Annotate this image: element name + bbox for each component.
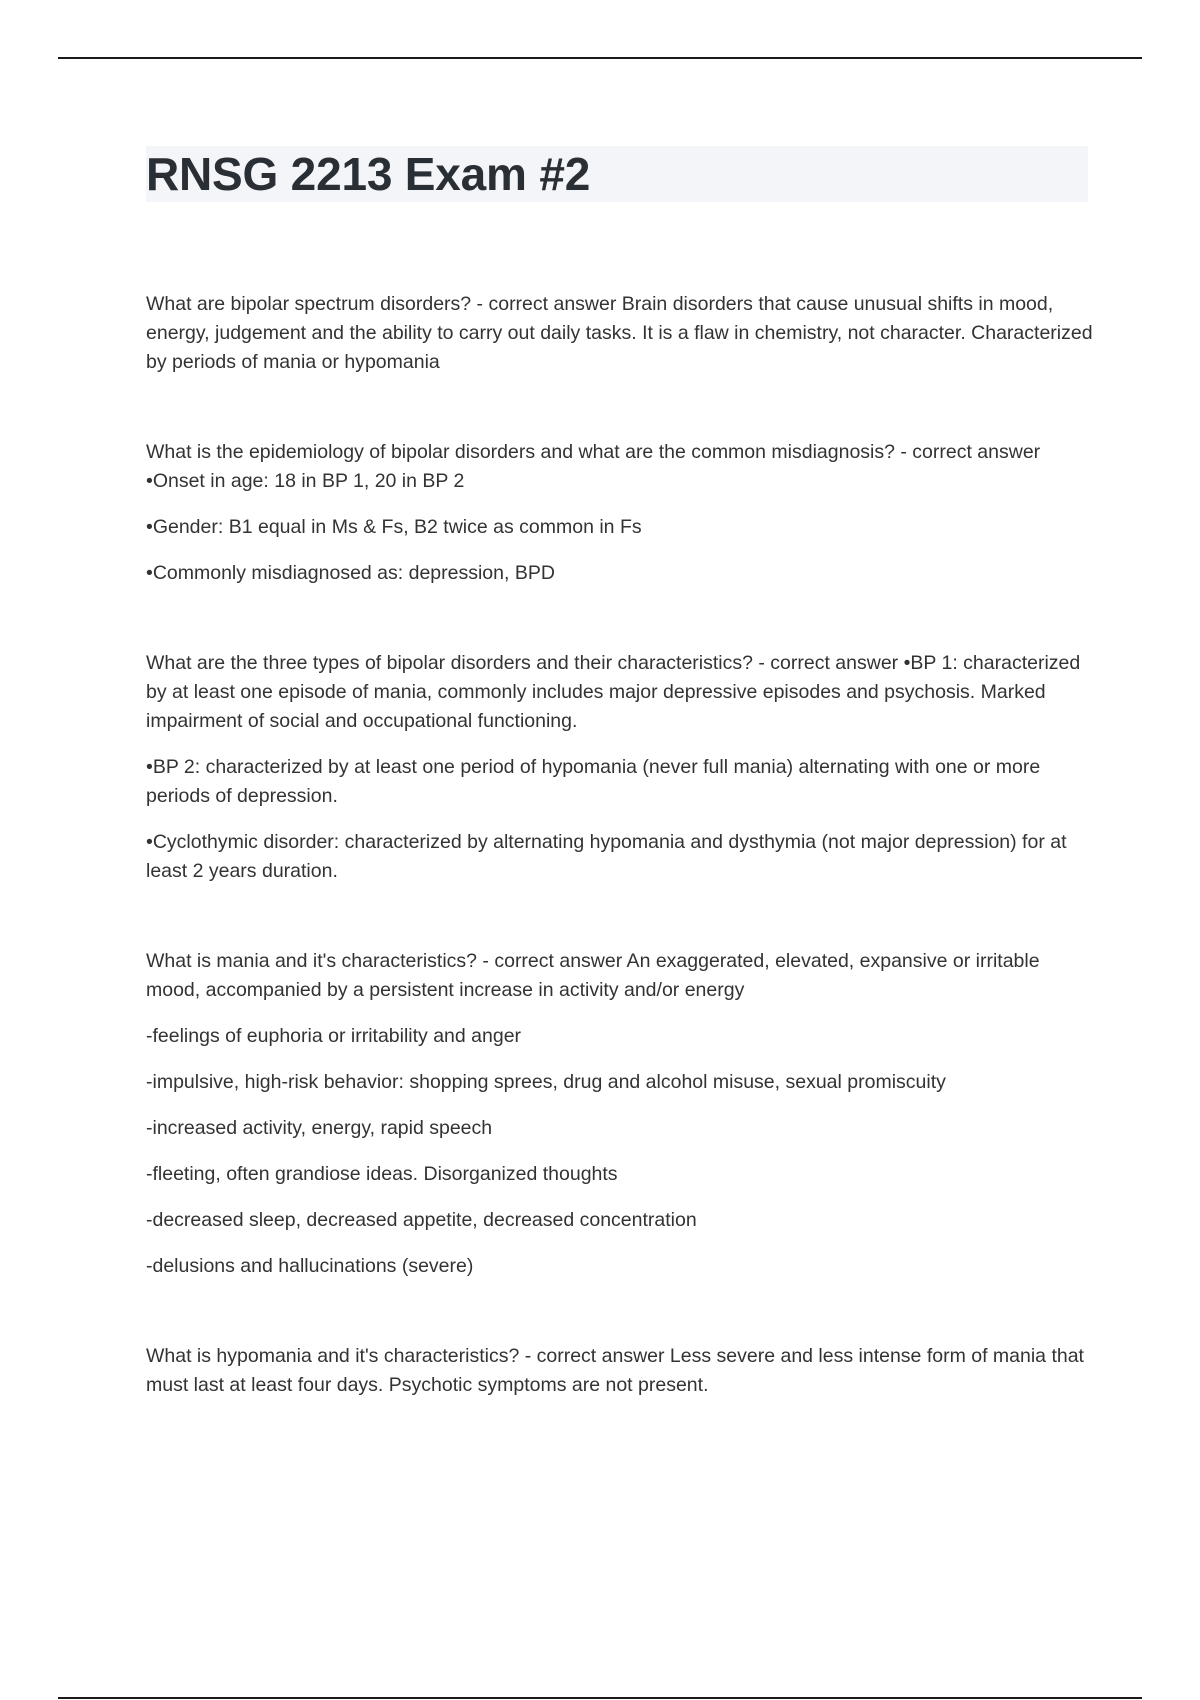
top-divider [58, 57, 1142, 59]
qa-bullet: •Gender: B1 equal in Ms & Fs, B2 twice as common in Fs [146, 516, 642, 538]
bottom-divider [58, 1697, 1142, 1699]
qa-paragraph: What is hypomania and it's characteristics? - correct answer Less severe and less intense form of mania that must last at least four days. Psychotic symptoms are not present. [146, 1345, 1084, 1396]
qa-bullet: -decreased sleep, decreased appetite, decreased concentration [146, 1209, 697, 1231]
qa-bullet: -impulsive, high-risk behavior: shopping sprees, drug and alcohol misuse, sexual promiscuity [146, 1071, 946, 1093]
qa-bullet: -feelings of euphoria or irritability and anger [146, 1025, 522, 1047]
page-title: RNSG 2213 Exam #2 [146, 148, 591, 200]
qa-bullet: -increased activity, energy, rapid speech [146, 1117, 493, 1139]
qa-bullet: •BP 2: characterized by at least one period of hypomania (never full mania) alternating with one or more periods of depression. [146, 756, 1041, 807]
qa-bullet: •Cyclothymic disorder: characterized by alternating hypomania and dysthymia (not major depression) for at least 2 years duration. [146, 831, 1067, 882]
document-body [146, 290, 1096, 1461]
qa-item-epidemiology [146, 438, 1096, 588]
qa-paragraph: What is mania and it's characteristics? - correct answer An exaggerated, elevated, expansive or irritable mood, accompanied by a persistent increase in activity and/or energy [146, 950, 1040, 1001]
qa-item-three-types [146, 649, 1096, 886]
qa-item-mania [146, 947, 1096, 1281]
qa-paragraph: What is the epidemiology of bipolar disorders and what are the common misdiagnosis? - correct answer •Onset in age: 18 in BP 1, 20 in BP 2 [146, 441, 1041, 492]
qa-paragraph: What are bipolar spectrum disorders? - correct answer Brain disorders that cause unusual shifts in mood, energy, judgement and the ability to carry out daily tasks. It is a flaw in chemistry, not character. Characterized by periods of mania or hypomania [146, 293, 1093, 373]
qa-paragraph: What are the three types of bipolar disorders and their characteristics? - correct answer •BP 1: characterized by at least one episode of mania, commonly includes major depressive episodes and psychosis. Marked impairment of social and occupational functioning. [146, 652, 1081, 732]
qa-bullet: -fleeting, often grandiose ideas. Disorganized thoughts [146, 1163, 618, 1185]
qa-bullet: -delusions and hallucinations (severe) [146, 1255, 474, 1277]
qa-item-bipolar-spectrum [146, 290, 1096, 377]
qa-bullet: •Commonly misdiagnosed as: depression, BPD [146, 562, 555, 584]
qa-item-hypomania [146, 1342, 1096, 1400]
